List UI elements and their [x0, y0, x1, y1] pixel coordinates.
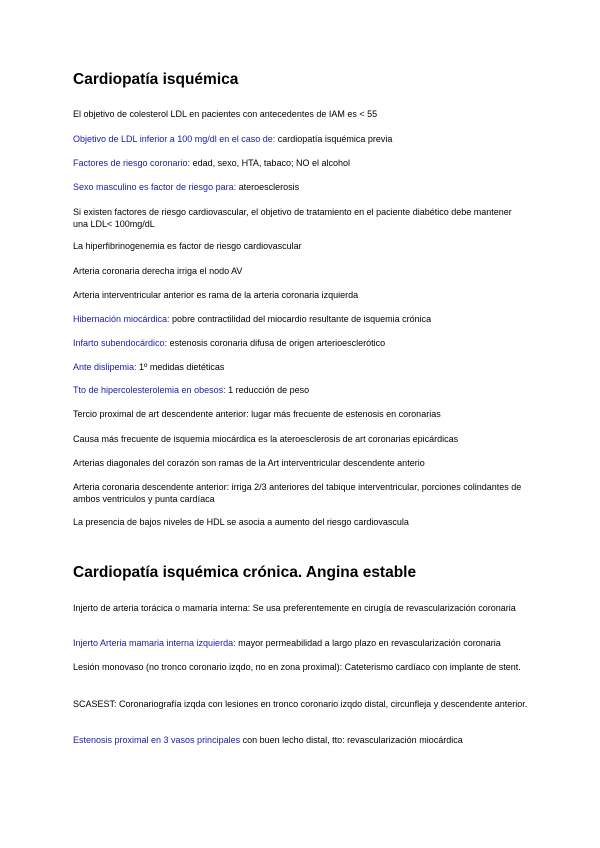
- note-3: [73, 157, 529, 169]
- note-18: [73, 602, 529, 614]
- note-key: Hibernación miocárdica:: [73, 314, 170, 324]
- note-14: [73, 433, 529, 445]
- note-10: [73, 337, 529, 349]
- note-key: Sexo masculino es factor de riesgo para:: [73, 182, 237, 192]
- note-key: Injerto Arteria mamaria interna izquierda:: [73, 638, 236, 648]
- note-text: Injerto de arteria torácica o mamaria interna: Se usa preferentemente en cirugía de revascularización coronaria: [73, 603, 516, 613]
- note-key: Ante dislipemia:: [73, 362, 137, 372]
- note-text: con buen lecho distal, tto: revascularización miocárdica: [240, 735, 463, 745]
- note-9: [73, 313, 529, 325]
- note-text: Arteria coronaria descendente anterior: irriga 2/3 anteriores del tabique interventricular, porciones colindantes de ambos ventriculos y punta cardíaca: [73, 482, 522, 504]
- note-7: [73, 265, 529, 277]
- note-1: [73, 108, 529, 120]
- note-2: [73, 133, 529, 145]
- note-6: [73, 240, 529, 252]
- note-key: Factores de riesgo coronario:: [73, 158, 191, 168]
- note-text: cardiopatía isquémica previa: [275, 134, 393, 144]
- note-4: [73, 181, 529, 193]
- note-19: [73, 637, 529, 649]
- note-key: Tto de hipercolesterolemia en obesos:: [73, 385, 226, 395]
- note-text: mayor permeabilidad a largo plazo en revascularización coronaria: [235, 638, 501, 648]
- note-key: Estenosis proximal en 3 vasos principales: [73, 735, 241, 745]
- note-text: El objetivo de colesterol LDL en pacientes con antecedentes de IAM es < 55: [73, 109, 378, 119]
- note-12: [73, 384, 529, 396]
- note-21: [73, 698, 529, 710]
- note-5: [73, 206, 529, 230]
- section-title-cardiopatia-isquemica: Cardiopatía isquémica: [73, 71, 239, 88]
- note-22: [73, 734, 529, 746]
- note-text: 1º medidas dietéticas: [136, 362, 225, 372]
- note-text: Si existen factores de riesgo cardiovascular, el objetivo de tratamiento en el paciente diabético debe mantener una LDL< 100mg/dL: [73, 207, 512, 229]
- note-text: Arterias diagonales del corazón son ramas de la Art interventricular descendente anterio: [73, 458, 425, 468]
- note-13: [73, 408, 529, 420]
- note-text: Arteria interventricular anterior es rama de la arteria coronaria izquierda: [73, 290, 359, 300]
- note-text: estenosis coronaria difusa de origen arterioesclerótico: [167, 338, 386, 348]
- note-text: La hiperfibrinogenemia es factor de riesgo cardiovascular: [73, 241, 302, 251]
- note-text: SCASEST: Coronariografía izqda con lesiones en tronco coronario izqdo distal, circunfleja y descendente anterior.: [73, 699, 528, 709]
- note-text: edad, sexo, HTA, tabaco; NO el alcohol: [190, 158, 350, 168]
- note-text: Tercio proximal de art descendente anterior: lugar más frecuente de estenosis en coronarias: [73, 409, 441, 419]
- note-8: [73, 289, 529, 301]
- note-text: Causa más frecuente de isquemia miocárdica es la ateroesclerosis de art coronarias epicárdicas: [73, 434, 459, 444]
- note-key: Infarto subendocárdico:: [73, 338, 168, 348]
- note-text: ateroesclerosis: [236, 182, 300, 192]
- note-text: Lesión monovaso (no tronco coronario izqdo, no en zona proximal): Cateterismo cardíaco con implante de stent.: [73, 662, 521, 672]
- note-text: 1 reducción de peso: [225, 385, 310, 395]
- note-11: [73, 361, 529, 373]
- note-text: pobre contractilidad del miocardio resultante de isquemia crónica: [169, 314, 432, 324]
- section-title-angina-estable: Cardiopatía isquémica crónica. Angina estable: [73, 564, 417, 581]
- note-text: Arteria coronaria derecha irriga el nodo AV: [73, 266, 243, 276]
- note-text: La presencia de bajos niveles de HDL se asocia a aumento del riesgo cardiovascula: [73, 517, 409, 527]
- note-key: Objetivo de LDL inferior a 100 mg/dl en el caso de:: [73, 134, 276, 144]
- note-16: [73, 481, 529, 505]
- note-20: [73, 661, 529, 673]
- note-15: [73, 457, 529, 469]
- note-17: [73, 516, 529, 528]
